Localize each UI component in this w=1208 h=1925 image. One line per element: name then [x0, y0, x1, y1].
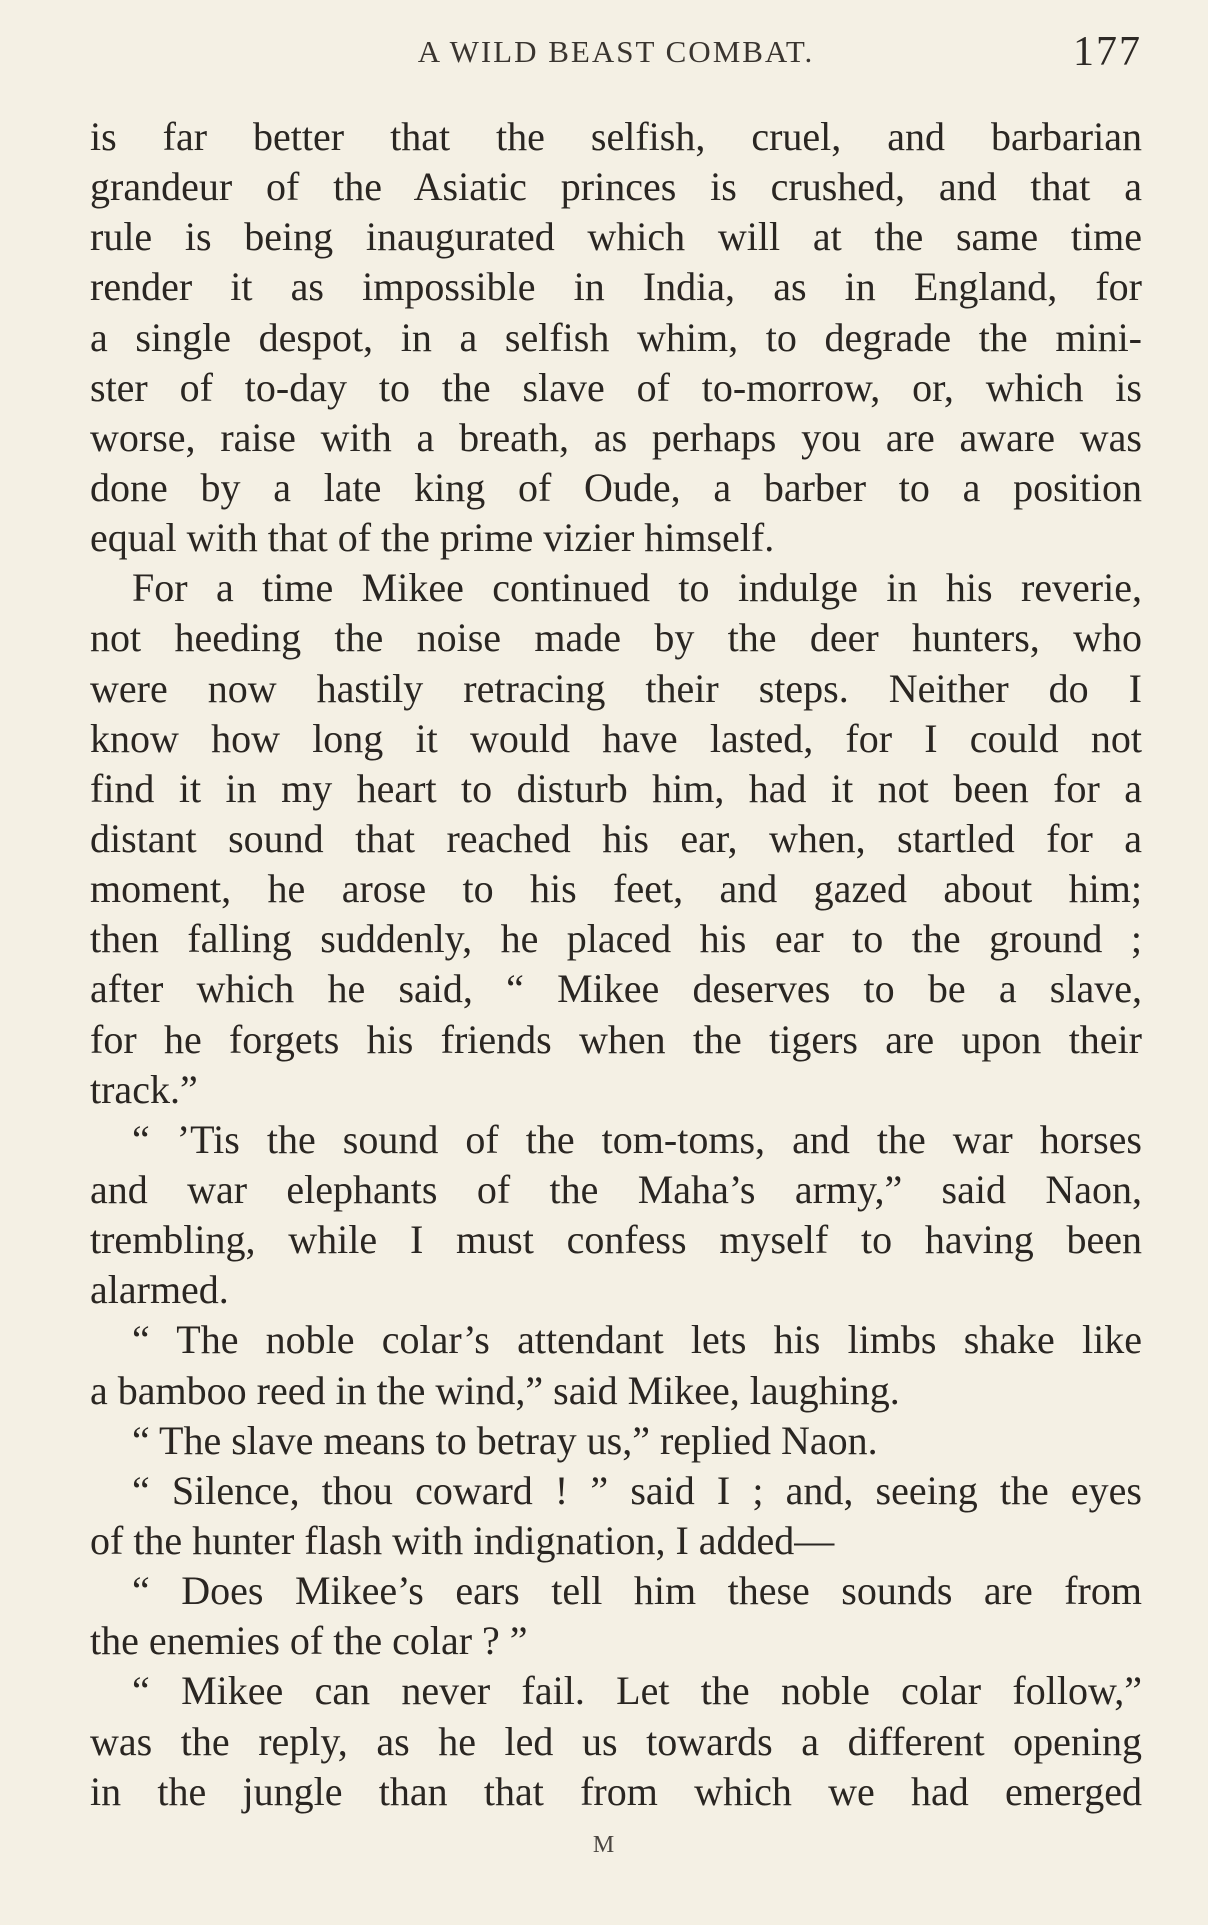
text-line: then falling suddenly, he placed his ear to the ground ;	[90, 916, 1142, 962]
text-line: for he forgets his friends when the tigers are upon their	[90, 1016, 1142, 1062]
text-line: find it in my heart to disturb him, had it not been for a	[90, 765, 1142, 811]
text-line: “ Mikee can never fail. Let the noble colar follow,”	[132, 1668, 1142, 1714]
text-line: “ Does Mikee’s ears tell him these sounds are from	[132, 1568, 1142, 1614]
text-line: track.”	[90, 1066, 198, 1112]
running-title: A WILD BEAST COMBAT.	[417, 34, 815, 69]
text-line: was the reply, as he led us towards a different opening	[90, 1718, 1142, 1764]
text-line: “ The noble colar’s attendant lets his limbs shake like	[132, 1317, 1142, 1363]
page-number: 177	[1073, 29, 1142, 75]
text-line: render it as impossible in India, as in England, for	[90, 264, 1142, 310]
signature-mark: M	[592, 1832, 616, 1858]
text-line: the enemies of the colar ? ”	[90, 1618, 528, 1664]
text-line: is far better that the selfish, cruel, and barbarian	[90, 114, 1142, 159]
text-line: after which he said, “ Mikee deserves to be a slave,	[90, 966, 1142, 1012]
text-line: trembling, while I must confess myself to having been	[90, 1217, 1142, 1263]
body-text	[90, 112, 1142, 1817]
text-line: were now hastily retracing their steps. Neither do I	[90, 665, 1142, 711]
text-line: “ Silence, thou coward ! ” said I ; and, seeing the eyes	[132, 1467, 1142, 1513]
text-line: equal with that of the prime vizier himself.	[90, 515, 775, 561]
text-line: distant sound that reached his ear, when, startled for a	[90, 815, 1142, 861]
text-line: and war elephants of the Maha’s army,” said Naon,	[90, 1166, 1142, 1212]
text-line: know how long it would have lasted, for I could not	[90, 715, 1142, 761]
text-line: not heeding the noise made by the deer hunters, who	[90, 615, 1142, 661]
text-line: grandeur of the Asiatic princes is crushed, and that a	[90, 164, 1142, 210]
text-line: For a time Mikee continued to indulge in his reverie,	[132, 565, 1142, 611]
text-line: moment, he arose to his feet, and gazed about him;	[90, 866, 1142, 912]
text-line: ster of to-day to the slave of to-morrow, or, which is	[90, 364, 1142, 410]
text-line: alarmed.	[90, 1267, 229, 1313]
text-line: worse, raise with a breath, as perhaps you are aware was	[90, 414, 1142, 460]
text-line: rule is being inaugurated which will at the same time	[90, 214, 1142, 260]
text-line: a single despot, in a selfish whim, to degrade the mini-	[90, 314, 1142, 360]
text-line: done by a late king of Oude, a barber to a position	[90, 464, 1142, 510]
text-line: in the jungle than that from which we had emerged	[90, 1768, 1142, 1814]
text-line: of the hunter flash with indignation, I added—	[90, 1517, 835, 1563]
text-line: “ ’Tis the sound of the tom-toms, and the war horses	[132, 1116, 1142, 1162]
text-line: a bamboo reed in the wind,” said Mikee, laughing.	[90, 1367, 900, 1413]
text-line: “ The slave means to betray us,” replied Naon.	[132, 1417, 878, 1463]
running-header	[90, 28, 1142, 76]
